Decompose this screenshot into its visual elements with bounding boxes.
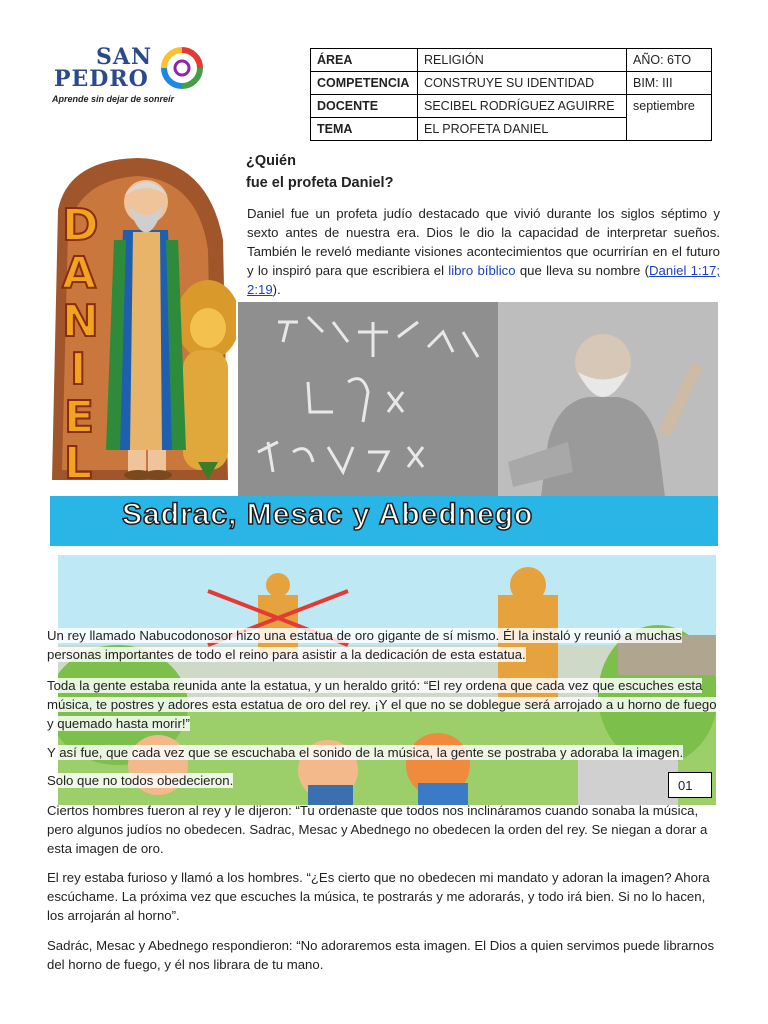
story-paragraph — [47, 626, 717, 664]
table-cell: COMPETENCIA — [311, 72, 418, 95]
story-text: El rey estaba furioso y llamó a los hombres. “¿Es cierto que no obedecen mi mandato y adoran la imagen? Ahora escúchame. La próxima vez que escuches la música, te postrarás y me adorarás, y todo irá bien. Si no lo hacen, los arrojarán al horno”. — [47, 870, 710, 923]
daniel-illustration — [48, 150, 236, 490]
table-cell: SECIBEL RODRÍGUEZ AGUIRRE — [418, 95, 627, 118]
story-paragraph — [47, 676, 717, 733]
table-cell: RELIGIÓN — [418, 49, 627, 72]
story-text: Ciertos hombres fueron al rey y le dijeron: “Tu ordenaste que todos nos inclináramos cuando sonaba la música, pero algunos judíos no obedecen. Sadrac, Mesac y Abednego no obedecen la orden del rey. Se niegan a dorar a esta imagen de oro. — [47, 803, 708, 856]
table-row — [311, 72, 712, 95]
story-paragraph — [47, 771, 717, 790]
title-letter: A — [62, 248, 97, 299]
story-banner — [50, 496, 718, 546]
intro-paragraph — [247, 204, 720, 299]
course-info-table — [310, 48, 712, 141]
story-text: Toda la gente estaba reunida ante la estatua, y un heraldo gritó: “El rey ordena que cada vez que escuches esta música, te postres y adores esta estatua de oro del rey. ¡Y el que no se doblegue será arrojado a u horno de fuego y quemado hasta morir!” — [47, 678, 717, 731]
story-text: Solo que no todos obedecieron. — [47, 773, 234, 788]
logo-swirl-icon — [158, 46, 206, 90]
writing-on-wall-image — [238, 302, 718, 520]
table-cell: EL PROFETA DANIEL — [418, 118, 627, 141]
title-line1: ¿Quién — [246, 153, 296, 169]
table-cell: septiembre — [627, 95, 712, 141]
logo-tagline: Aprende sin dejar de sonreír — [52, 94, 175, 104]
story-text: Un rey llamado Nabucodonosor hizo una estatua de oro gigante de sí mismo. Él la instaló y reunió a muchas personas importantes de todo el reino para asistir a la dedicación de esta estatua. — [47, 628, 682, 662]
title-letter: I — [70, 344, 87, 395]
table-row — [311, 95, 712, 118]
banner-title: Sadrac, Mesac y Abednego — [122, 498, 534, 531]
story-paragraph — [47, 868, 717, 925]
table-cell: ÁREA — [311, 49, 418, 72]
page-number: 01 — [668, 772, 712, 798]
intro-text: ). — [272, 282, 281, 297]
verse-link[interactable]: Daniel 1:17; 2:19 — [247, 263, 720, 297]
table-cell: CONSTRUYE SU IDENTIDAD — [418, 72, 627, 95]
intro-text: que lleva su nombre ( — [515, 263, 650, 278]
story-text: Y así fue, que cada vez que se escuchaba el sonido de la música, la gente se postraba y adoraba la imagen. — [47, 745, 684, 760]
table-cell: DOCENTE — [311, 95, 418, 118]
title-letter: E — [64, 392, 95, 443]
table-row — [311, 49, 712, 72]
title-line2: fue el profeta Daniel? — [246, 175, 394, 191]
page-title — [246, 150, 393, 194]
bible-book-link[interactable]: libro bíblico — [448, 263, 516, 278]
story-paragraph — [47, 801, 717, 858]
table-cell: AÑO: 6TO — [627, 49, 712, 72]
story-paragraph — [47, 743, 717, 762]
intro-text: Daniel fue un profeta judío destacado que vivió durante los siglos séptimo y sexto antes de nuestra era. Dios le dio la capacidad de interpretar sueños. También le reveló mediante visiones acontecimientos que ocurrirían en el futuro y lo inspiró para que escribiera el — [247, 206, 720, 278]
story-text: Sadrác, Mesac y Abednego respondieron: “No adoraremos esta imagen. El Dios a quien servimos puede librarnos del horno de fuego, y él nos librara de tu mano. — [47, 938, 715, 972]
title-letter: L — [64, 438, 93, 489]
title-letter: N — [62, 296, 99, 347]
table-cell: TEMA — [311, 118, 418, 141]
table-cell: BIM: III — [627, 72, 712, 95]
story-paragraph — [47, 936, 717, 974]
logo-line2: PEDRO — [54, 66, 149, 92]
logo-line1: SAN — [96, 44, 153, 70]
title-letter: D — [62, 200, 99, 251]
school-logo — [48, 42, 218, 112]
daniel-lion-image — [48, 150, 236, 490]
